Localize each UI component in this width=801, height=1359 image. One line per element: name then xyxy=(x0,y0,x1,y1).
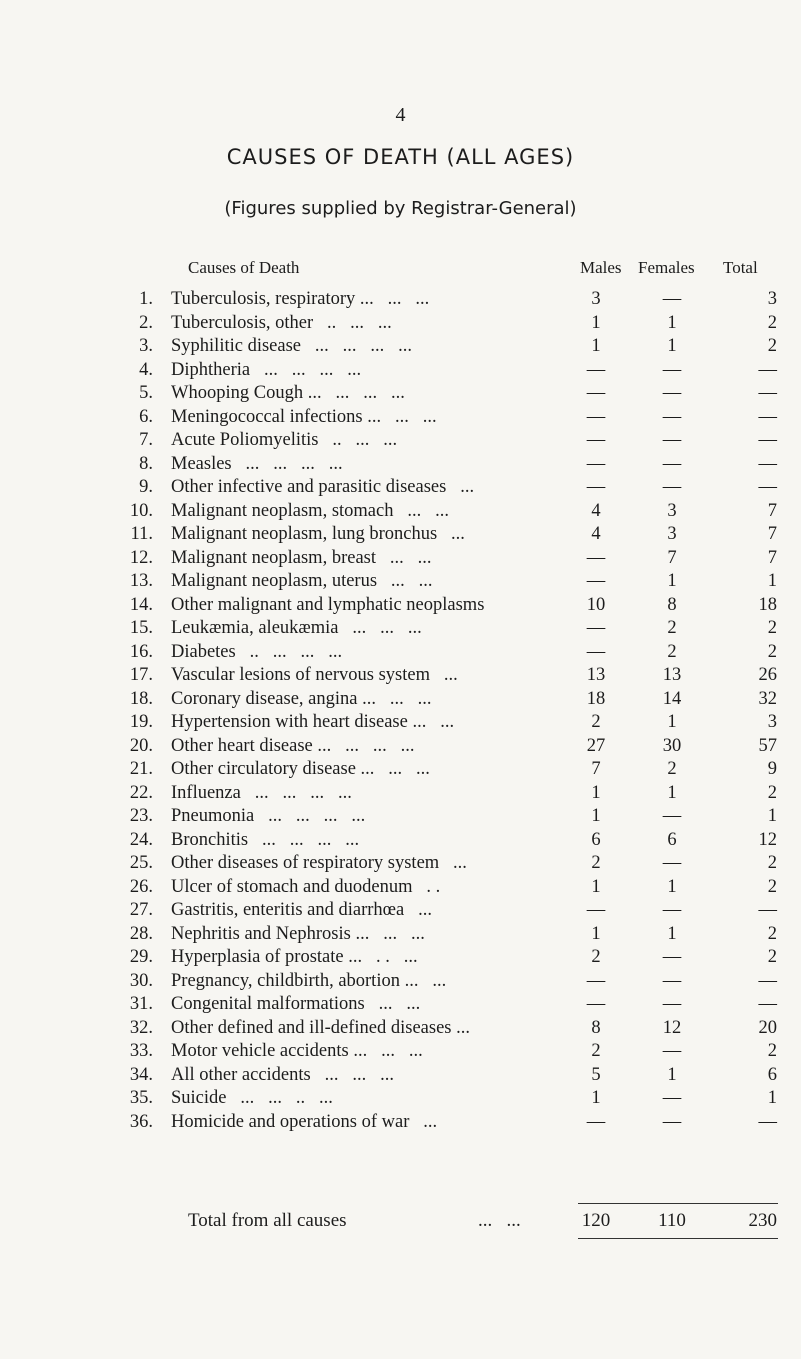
table-row xyxy=(0,664,801,688)
row-total: 2 xyxy=(767,947,777,967)
row-number: 15. xyxy=(129,618,153,638)
row-total: 26 xyxy=(758,665,777,685)
row-total: — xyxy=(758,406,777,427)
row-females: 2 xyxy=(667,641,677,662)
row-males: 2 xyxy=(591,853,601,873)
table-row xyxy=(0,758,801,782)
total-rule-top xyxy=(578,1203,778,1204)
row-total: — xyxy=(758,900,777,920)
row-number: 12. xyxy=(129,547,153,568)
row-males: — xyxy=(586,547,606,568)
table-row xyxy=(0,993,801,1017)
row-females: — xyxy=(662,289,682,309)
row-total: 7 xyxy=(767,524,777,544)
row-number: 25. xyxy=(129,853,153,873)
row-females: — xyxy=(662,477,682,497)
table-row xyxy=(0,476,801,500)
row-males: — xyxy=(586,970,606,991)
row-females: — xyxy=(662,453,682,474)
table-row xyxy=(0,359,801,383)
row-number: 6. xyxy=(139,406,153,427)
row-number: 2. xyxy=(139,312,153,333)
row-number: 33. xyxy=(129,1041,153,1061)
row-cause: Syphilitic disease ... ... ... ... xyxy=(171,336,412,356)
row-number: 31. xyxy=(129,994,153,1014)
row-number: 22. xyxy=(129,782,153,803)
causes-table xyxy=(0,288,801,1134)
row-total: 3 xyxy=(767,289,777,309)
row-number: 17. xyxy=(129,665,153,685)
row-total: 12 xyxy=(758,829,777,850)
row-number: 13. xyxy=(129,571,153,591)
table-row xyxy=(0,1087,801,1111)
row-number: 4. xyxy=(139,359,153,380)
row-cause: Diabetes .. ... ... ... xyxy=(171,641,343,662)
row-females: — xyxy=(662,1088,682,1108)
row-females: 1 xyxy=(667,312,677,333)
row-number: 30. xyxy=(129,970,153,991)
table-row xyxy=(0,523,801,547)
row-total: 2 xyxy=(767,641,777,662)
row-females: 12 xyxy=(662,1017,682,1038)
row-total: 2 xyxy=(767,312,777,333)
row-cause: Tuberculosis, respiratory ... ... ... xyxy=(171,289,430,309)
row-total: 1 xyxy=(767,571,777,591)
row-number: 35. xyxy=(129,1088,153,1108)
row-total: 2 xyxy=(767,876,777,897)
row-males: — xyxy=(586,1111,606,1132)
row-total: 9 xyxy=(767,759,777,779)
row-cause: Bronchitis ... ... ... ... xyxy=(171,829,360,850)
row-total: 6 xyxy=(767,1064,777,1085)
row-total: 32 xyxy=(758,688,777,709)
column-header-females: Females xyxy=(638,258,695,277)
row-total: 2 xyxy=(767,336,777,356)
totals-label: Total from all causes xyxy=(188,1210,347,1231)
table-row xyxy=(0,1064,801,1088)
table-row xyxy=(0,594,801,618)
column-header-total: Total xyxy=(723,258,758,277)
row-cause: Other circulatory disease ... ... ... xyxy=(171,759,430,779)
row-number: 14. xyxy=(129,594,153,615)
totals-males: 120 xyxy=(581,1210,611,1231)
row-cause: Whooping Cough ... ... ... ... xyxy=(171,383,405,403)
row-total: 57 xyxy=(758,735,777,756)
row-females: — xyxy=(662,853,682,873)
table-row xyxy=(0,805,801,829)
row-males: — xyxy=(586,430,606,450)
row-males: 8 xyxy=(591,1017,601,1038)
row-males: 1 xyxy=(591,806,601,826)
row-females: 1 xyxy=(667,336,677,356)
row-number: 1. xyxy=(139,289,153,309)
row-females: 8 xyxy=(667,594,677,615)
row-females: — xyxy=(662,970,682,991)
row-cause: Nephritis and Nephrosis ... ... ... xyxy=(171,923,425,944)
row-males: 1 xyxy=(591,923,601,944)
row-females: 1 xyxy=(667,1064,677,1085)
row-females: — xyxy=(662,1111,682,1132)
row-total: 1 xyxy=(767,806,777,826)
table-row xyxy=(0,852,801,876)
table-row xyxy=(0,570,801,594)
row-females: — xyxy=(662,947,682,967)
row-cause: Vascular lesions of nervous system ... xyxy=(171,665,458,685)
table-row xyxy=(0,923,801,947)
row-cause: Influenza ... ... ... ... xyxy=(171,782,352,803)
row-number: 21. xyxy=(129,759,153,779)
row-cause: Gastritis, enteritis and diarrhœa ... xyxy=(171,900,432,920)
row-cause: Congenital malformations ... ... xyxy=(171,994,421,1014)
row-cause: Other heart disease ... ... ... ... xyxy=(171,735,415,756)
table-row xyxy=(0,500,801,524)
row-total: 18 xyxy=(758,594,777,615)
row-males: — xyxy=(586,900,606,920)
row-males: 18 xyxy=(586,688,606,709)
row-males: 1 xyxy=(591,312,601,333)
table-row xyxy=(0,547,801,571)
row-females: 2 xyxy=(667,759,677,779)
row-males: 10 xyxy=(586,594,606,615)
row-total: — xyxy=(758,383,777,403)
row-total: — xyxy=(758,1111,777,1132)
row-number: 3. xyxy=(139,336,153,356)
row-cause: Other infective and parasitic diseases ... xyxy=(171,477,475,497)
row-females: — xyxy=(662,806,682,826)
row-number: 34. xyxy=(129,1064,153,1085)
row-number: 8. xyxy=(139,453,153,474)
row-total: — xyxy=(758,994,777,1014)
table-row xyxy=(0,453,801,477)
row-cause: Ulcer of stomach and duodenum . . xyxy=(171,876,441,897)
row-females: — xyxy=(662,383,682,403)
row-males: 2 xyxy=(591,947,601,967)
row-number: 32. xyxy=(129,1017,153,1038)
row-females: 1 xyxy=(667,712,677,732)
row-males: 4 xyxy=(591,524,601,544)
row-cause: Coronary disease, angina ... ... ... xyxy=(171,688,432,709)
row-cause: Malignant neoplasm, uterus ... ... xyxy=(171,571,433,591)
table-row xyxy=(0,1111,801,1135)
table-row xyxy=(0,876,801,900)
table-row xyxy=(0,782,801,806)
column-header-males: Males xyxy=(580,258,622,277)
row-females: 30 xyxy=(662,735,682,756)
row-females: 7 xyxy=(667,547,677,568)
row-cause: Hypertension with heart disease ... ... xyxy=(171,712,455,732)
row-cause: Suicide ... ... .. ... xyxy=(171,1088,333,1108)
page-subtitle: (Figures supplied by Registrar-General) xyxy=(224,198,577,219)
row-females: 1 xyxy=(667,782,677,803)
row-number: 10. xyxy=(129,500,153,521)
table-row xyxy=(0,970,801,994)
table-row xyxy=(0,1040,801,1064)
page-title: CAUSES OF DEATH (ALL AGES) xyxy=(226,145,575,169)
row-males: 4 xyxy=(591,500,601,521)
row-total: 7 xyxy=(767,500,777,521)
row-males: — xyxy=(586,571,606,591)
row-cause: Other malignant and lymphatic neoplasms xyxy=(171,594,485,615)
row-males: — xyxy=(586,618,606,638)
row-females: 1 xyxy=(667,923,677,944)
row-cause: Malignant neoplasm, breast ... ... xyxy=(171,547,432,568)
row-females: 1 xyxy=(667,876,677,897)
row-males: — xyxy=(586,453,606,474)
row-number: 36. xyxy=(129,1111,153,1132)
row-number: 26. xyxy=(129,876,153,897)
row-males: 3 xyxy=(591,289,601,309)
row-cause: Homicide and operations of war ... xyxy=(171,1111,438,1132)
row-number: 29. xyxy=(129,947,153,967)
row-cause: Malignant neoplasm, lung bronchus ... xyxy=(171,524,465,544)
total-rule-bottom xyxy=(578,1238,778,1239)
row-males: 1 xyxy=(591,1088,601,1108)
row-males: 1 xyxy=(591,336,601,356)
row-cause: Leukæmia, aleukæmia ... ... ... xyxy=(171,618,422,638)
row-males: 5 xyxy=(591,1064,601,1085)
totals-dots: ... ... xyxy=(478,1210,521,1231)
row-males: 2 xyxy=(591,1041,601,1061)
row-total: 7 xyxy=(767,547,777,568)
row-cause: Hyperplasia of prostate ... . . ... xyxy=(171,947,418,967)
table-row xyxy=(0,429,801,453)
row-females: — xyxy=(662,430,682,450)
row-total: 2 xyxy=(767,853,777,873)
row-number: 11. xyxy=(130,524,153,544)
row-number: 27. xyxy=(129,900,153,920)
row-cause: Meningococcal infections ... ... ... xyxy=(171,406,437,427)
table-row xyxy=(0,1017,801,1041)
row-total: 2 xyxy=(767,923,777,944)
row-females: — xyxy=(662,406,682,427)
row-total: 2 xyxy=(767,782,777,803)
row-number: 7. xyxy=(139,430,153,450)
table-row xyxy=(0,711,801,735)
row-total: 20 xyxy=(758,1017,777,1038)
row-cause: Pneumonia ... ... ... ... xyxy=(171,806,366,826)
table-row xyxy=(0,312,801,336)
row-total: — xyxy=(758,970,777,991)
row-females: 3 xyxy=(667,500,677,521)
table-row xyxy=(0,641,801,665)
row-total: — xyxy=(758,430,777,450)
row-number: 23. xyxy=(129,806,153,826)
row-males: 7 xyxy=(591,759,601,779)
row-number: 9. xyxy=(139,477,153,497)
row-total: — xyxy=(758,359,777,380)
row-number: 16. xyxy=(129,641,153,662)
row-males: 2 xyxy=(591,712,601,732)
row-cause: Other diseases of respiratory system ... xyxy=(171,853,467,873)
row-males: 13 xyxy=(586,665,606,685)
row-males: 1 xyxy=(591,782,601,803)
table-row xyxy=(0,406,801,430)
column-header-causes: Causes of Death xyxy=(188,258,300,277)
table-row xyxy=(0,617,801,641)
row-number: 28. xyxy=(129,923,153,944)
row-cause: Tuberculosis, other .. ... ... xyxy=(171,312,392,333)
row-cause: Motor vehicle accidents ... ... ... xyxy=(171,1041,423,1061)
row-cause: Diphtheria ... ... ... ... xyxy=(171,359,362,380)
row-females: 13 xyxy=(662,665,682,685)
row-females: 2 xyxy=(667,618,677,638)
row-cause: Malignant neoplasm, stomach ... ... xyxy=(171,500,449,521)
row-total: — xyxy=(758,453,777,474)
row-females: 14 xyxy=(662,688,682,709)
table-row xyxy=(0,688,801,712)
row-females: — xyxy=(662,900,682,920)
row-females: 6 xyxy=(667,829,677,850)
totals-total: 230 xyxy=(748,1210,777,1231)
row-number: 24. xyxy=(129,829,153,850)
row-females: 3 xyxy=(667,524,677,544)
row-total: 1 xyxy=(767,1088,777,1108)
row-number: 19. xyxy=(129,712,153,732)
table-row xyxy=(0,899,801,923)
row-total: 2 xyxy=(767,618,777,638)
row-cause: All other accidents ... ... ... xyxy=(171,1064,394,1085)
row-males: 1 xyxy=(591,876,601,897)
table-row xyxy=(0,735,801,759)
row-cause: Measles ... ... ... ... xyxy=(171,453,343,474)
row-females: 1 xyxy=(667,571,677,591)
row-males: — xyxy=(586,359,606,380)
page-number: 4 xyxy=(395,104,406,126)
row-number: 5. xyxy=(139,383,153,403)
row-cause: Other defined and ill-defined diseases ... xyxy=(171,1017,470,1038)
totals-females: 110 xyxy=(658,1210,686,1231)
row-total: — xyxy=(758,477,777,497)
row-males: — xyxy=(586,641,606,662)
row-females: — xyxy=(662,359,682,380)
row-total: 3 xyxy=(767,712,777,732)
row-females: — xyxy=(662,1041,682,1061)
row-males: — xyxy=(586,477,606,497)
table-row xyxy=(0,829,801,853)
row-number: 20. xyxy=(129,735,153,756)
table-row xyxy=(0,288,801,312)
totals-row xyxy=(0,1210,801,1236)
row-males: 27 xyxy=(586,735,606,756)
row-males: — xyxy=(586,994,606,1014)
row-number: 18. xyxy=(129,688,153,709)
row-total: 2 xyxy=(767,1041,777,1061)
row-males: 6 xyxy=(591,829,601,850)
row-males: — xyxy=(586,406,606,427)
row-males: — xyxy=(586,383,606,403)
table-row xyxy=(0,382,801,406)
table-row xyxy=(0,335,801,359)
row-cause: Pregnancy, childbirth, abortion ... ... xyxy=(171,970,447,991)
row-females: — xyxy=(662,994,682,1014)
table-row xyxy=(0,946,801,970)
row-cause: Acute Poliomyelitis .. ... ... xyxy=(171,430,398,450)
